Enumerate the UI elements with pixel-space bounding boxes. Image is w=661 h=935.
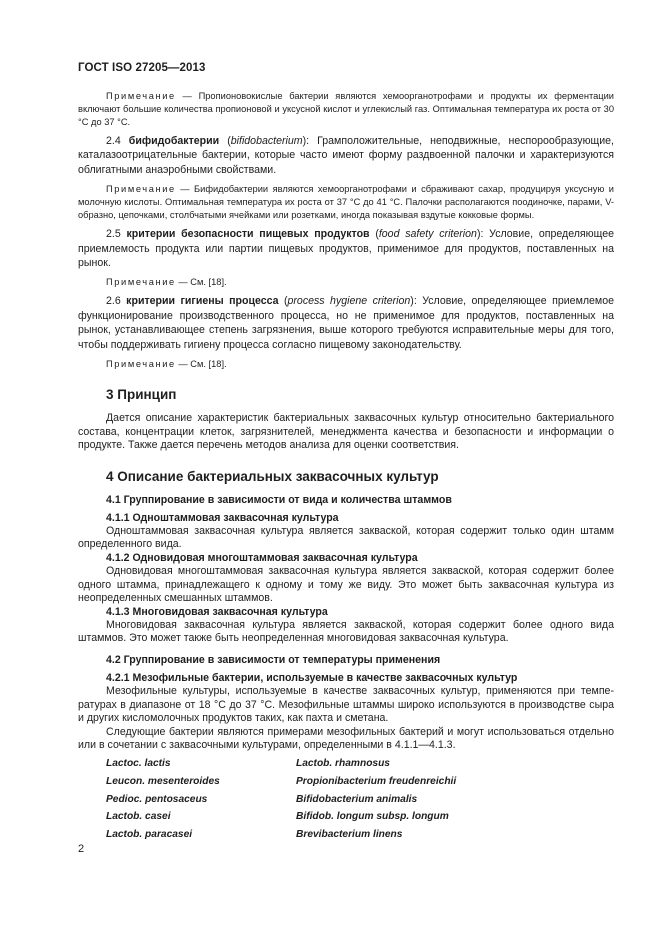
term-name: критерии гигиены процесса — [126, 295, 279, 308]
term-definition: ): Условие, определяющее приемлемость продукта или партии пищевых продуктов, применимое для продуктов, поставленных на рынок. — [78, 228, 614, 270]
species-left: Leucon. mesenteroides — [106, 775, 220, 787]
page-content — [78, 90, 614, 844]
species-left: Lactob. casei — [106, 811, 171, 823]
spacer — [78, 646, 614, 654]
species-row — [78, 826, 614, 844]
note-text: — См. [18]. — [175, 277, 227, 288]
species-row — [78, 773, 614, 791]
term-number: 2.4 — [106, 135, 129, 147]
term-definition: ): Условие, определяющее приемлемое функционирование производственного процесса, но не применимое для продуктов, поставленных на рынок, устанавливающее степень загрязнения, выше которого требуются исправительные меры для того, чтобы поддерживать гигиену процесса согласно пищевому законодательству. — [78, 295, 614, 351]
subsection-4-2-1-text: Мезофильные культуры, используемые в качестве заквасочных культур, применяются при температурах в диапазоне от 18 °С до 37 °С. Мезофильные штаммы широко используются в производстве сыра и других кисломолочных продуктов таких, как пахта и сметана. — [78, 685, 614, 725]
species-right: Bifidobacterium animalis — [296, 793, 418, 805]
term-paren: ( — [369, 228, 379, 241]
subsection-4-1-2-text: Одновидовая многоштаммовая заквасочная культура является закваской, которая содержит более одного штамма, принадлежащего к одному и тому же виду. Это может быть заквасочная культура из неопределенных смешанных штаммов. — [78, 565, 614, 605]
subsection-4-1-2-heading: 4.1.2 Одновидовая многоштаммовая заквасочная культура — [106, 552, 418, 565]
note-text: — Пропионовокислые бактерии являются хемоорганотрофами и продукты их ферментации включают большие количества пропионовой и уксусной кислот и углекислый газ. Оптимальная температура их роста от 30 °С до 37 °С. — [78, 91, 614, 127]
subsection-4-1-heading: 4.1 Группирование в зависимости от вида и количества штаммов — [106, 493, 452, 506]
term-2-4 — [78, 134, 614, 177]
species-left: Lactob. paracasei — [106, 829, 193, 841]
species-left: Pedioc. pentosaceus — [106, 793, 208, 805]
section-3-text: Дается описание характеристик бактериальных заквасочных культур относительно бактериального состава, концентрации клеток, загрязнителей, менеджмента качества и безопасности и информации о продукте. Также дается перечень методов анализа для оценки соответствия. — [78, 412, 614, 452]
term-name: бифидобактерии — [128, 135, 220, 147]
term-paren: ( — [219, 135, 231, 147]
subsection-4-1-3-text: Многовидовая заквасочная культура является закваской, которая содержит более одного вида штаммов. Это может также быть неопределенная многовидовая заквасочная культура. — [78, 618, 614, 645]
note-label: Примечание — [106, 91, 176, 101]
page-number: 2 — [78, 843, 85, 855]
note-bifido — [78, 183, 614, 222]
note-ref-18-b — [78, 358, 614, 371]
species-list — [78, 755, 614, 844]
term-latin: process hygiene criterion — [287, 295, 411, 308]
term-definition: ): Грамположительные, неподвижные, неспорообразующие, каталазоотрицательные бактерии, которые часто имеют форму раздвоенной палочки и характеризуются облигатными анаэробными свойствами. — [78, 135, 614, 176]
section-4-heading: 4 Описание бактериальных заквасочных культур — [106, 468, 439, 484]
term-2-5 — [78, 227, 614, 270]
note-label: Примечание — [106, 184, 176, 195]
term-latin: food safety criterion — [378, 228, 477, 241]
note-ref-18-a — [78, 276, 614, 289]
species-row — [78, 808, 614, 826]
document-header: ГОСТ ISO 27205—2013 — [78, 62, 206, 74]
note-label: Примечание — [106, 277, 176, 288]
subsection-4-2-1-heading: 4.2.1 Мезофильные бактерии, используемые в качестве заквасочных культур — [106, 672, 518, 684]
section-3-heading: 3 Принцип — [106, 387, 177, 403]
term-name: критерии безопасности пищевых продуктов — [126, 228, 370, 241]
term-number: 2.5 — [106, 228, 127, 241]
note-text: — См. [18]. — [175, 359, 227, 370]
subsection-4-1-1-text: Одноштаммовая заквасочная культура является закваской, которая содержит только один штамм определенного вида. — [78, 524, 614, 551]
species-right: Bifidob. longum subsp. longum — [296, 811, 449, 823]
species-row — [78, 791, 614, 809]
term-latin: bifidobacterium — [230, 135, 303, 147]
species-row — [78, 755, 614, 773]
species-right: Propionibacterium freudenreichii — [296, 775, 457, 787]
subsection-4-2-1-text-2: Следующие бактерии являются примерами мезофильных бактерий и могут использоваться отдельно или в сочетании с заквасочными культурами, определенными в 4.1.1—4.1.3. — [78, 725, 614, 752]
species-left: Lactoc. lactis — [106, 757, 171, 769]
term-2-6 — [78, 294, 614, 352]
term-paren: ( — [278, 295, 288, 308]
species-right: Lactob. rhamnosus — [296, 757, 390, 769]
note-label: Примечание — [106, 359, 176, 370]
note-text: — Бифидобактерии являются хемоорганотрофами и сбраживают сахар, продуцируя уксусную и молочную кислоты. Оптимальная температура их роста от 37 °С до 41 °С. Палочки располагаются поодиночке, парами, V-образно, цепочками, столбчатыми ячейками или розетками, иногда показывая вздутые кокковые формы. — [78, 184, 614, 221]
term-number: 2.6 — [106, 295, 127, 308]
note-propionic — [78, 90, 614, 129]
subsection-4-2-heading: 4.2 Группирование в зависимости от температуры применения — [106, 654, 441, 666]
species-right: Brevibacterium linens — [296, 829, 403, 841]
subsection-4-1-3-heading: 4.1.3 Многовидовая заквасочная культура — [106, 605, 328, 618]
subsection-4-1-1-heading: 4.1.1 Одноштаммовая заквасочная культура — [106, 511, 339, 524]
